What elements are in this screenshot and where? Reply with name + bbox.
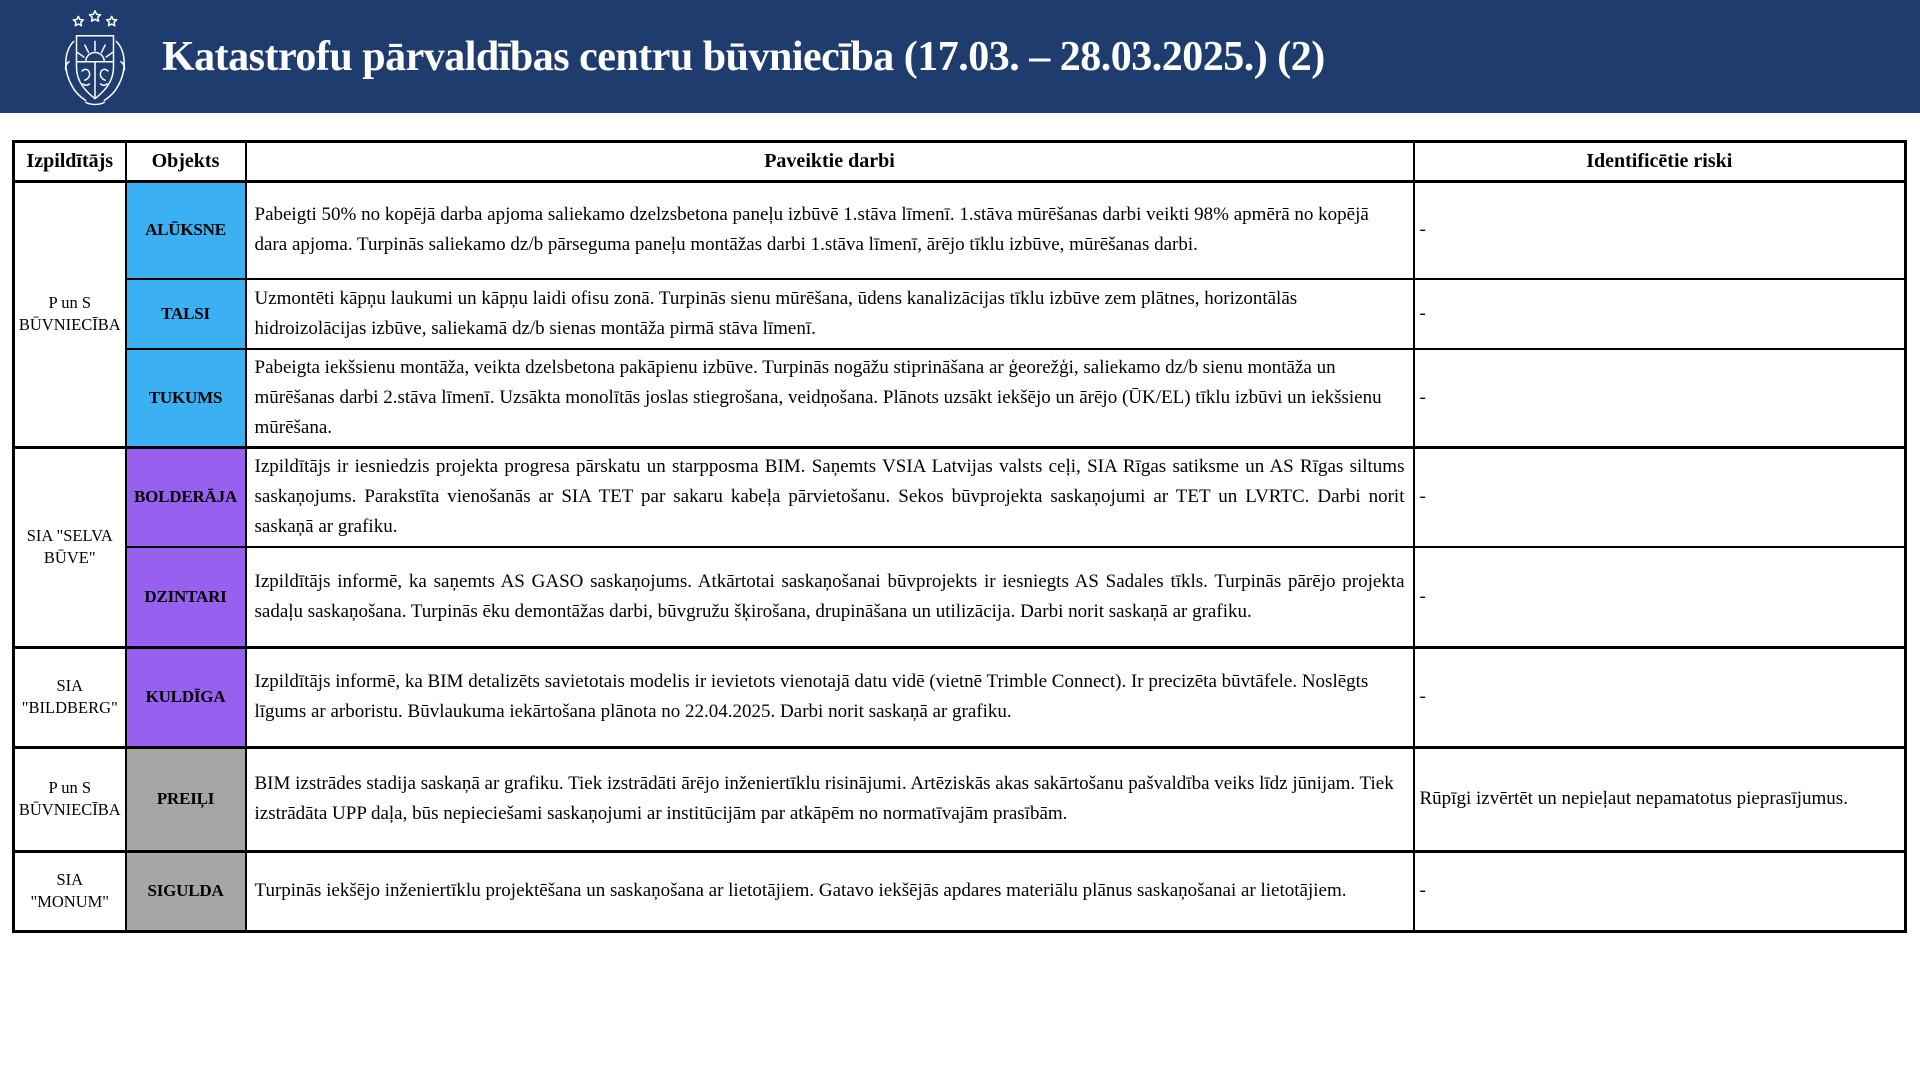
- risks-cell: -: [1414, 349, 1906, 448]
- table-row: [14, 279, 1906, 349]
- works-cell: Izpildītājs informē, ka saņemts AS GASO saskaņojums. Atkārtotai saskaņošanai būvprojekts ir iesniegts AS Sadales tīkls. Turpinās pārējo projekta sadaļu saskaņošana. Turpinās ēku demontāžas darbi, būvgružu šķirošana, drupināšana un utilizācija. Darbi norit saskaņā ar grafiku.: [246, 547, 1414, 647]
- works-cell: Turpinās iekšējo inženiertīklu projektēšana un saskaņošana ar lietotājiem. Gatavo iekšējās apdares materiālu plānus saskaņošanai ar lietotājiem.: [246, 851, 1414, 931]
- executor-cell: P un S BŪVNIECĪBA: [14, 182, 126, 448]
- works-cell: Izpildītājs ir iesniedzis projekta progresa pārskatu un starpposma BIM. Saņemts VSIA Latvijas valsts ceļi, SIA Rīgas satiksme un AS Rīgas siltums saskaņojums. Parakstīta vienošanās ar SIA TET par sakaru kabeļa pārvietošanu. Sekos būvprojekta saskaņojumi ar TET un LVRTC. Darbi norit saskaņā ar grafiku.: [246, 447, 1414, 547]
- object-cell: SIGULDA: [126, 851, 246, 931]
- table-row: [14, 447, 1906, 547]
- header-row: [14, 142, 1906, 182]
- risks-cell: -: [1414, 547, 1906, 647]
- table-row: [14, 747, 1906, 851]
- object-cell: TUKUMS: [126, 349, 246, 448]
- table-row: [14, 349, 1906, 448]
- col-header-objekts: Objekts: [126, 142, 246, 182]
- page-title: Katastrofu pārvaldības centru būvniecība (17.03. – 28.03.2025.) (2): [162, 33, 1325, 80]
- executor-cell: SIA "BILDBERG": [14, 647, 126, 747]
- table-row: [14, 182, 1906, 279]
- risks-cell: -: [1414, 447, 1906, 547]
- col-header-izpilditajs: Izpildītājs: [14, 142, 126, 182]
- latvia-coat-of-arms-icon: [58, 9, 132, 107]
- risks-cell: -: [1414, 851, 1906, 931]
- object-cell: BOLDERĀJA: [126, 447, 246, 547]
- executor-cell: SIA "SELVA BŪVE": [14, 447, 126, 647]
- risks-cell: -: [1414, 647, 1906, 747]
- table-row: [14, 547, 1906, 647]
- object-cell: TALSI: [126, 279, 246, 349]
- executor-cell: SIA "MONUM": [14, 851, 126, 931]
- executor-cell: P un S BŪVNIECĪBA: [14, 747, 126, 851]
- works-cell: Pabeigti 50% no kopējā darba apjoma saliekamo dzelzsbetona paneļu izbūvē 1.stāva līmenī. 1.stāva mūrēšanas darbi veikti 98% apmērā no kopējā dara apjoma. Turpinās saliekamo dz/b pārseguma paneļu montāžas darbi 1.stāva līmenī, ārējo tīklu izbūve, mūrēšanas darbi.: [246, 182, 1414, 279]
- table-row: [14, 851, 1906, 931]
- risks-cell: Rūpīgi izvērtēt un nepieļaut nepamatotus pieprasījumus.: [1414, 747, 1906, 851]
- col-header-identificetie-riski: Identificētie riski: [1414, 142, 1906, 182]
- col-header-paveiktie-darbi: Paveiktie darbi: [246, 142, 1414, 182]
- object-cell: PREIĻI: [126, 747, 246, 851]
- object-cell: DZINTARI: [126, 547, 246, 647]
- object-cell: ALŪKSNE: [126, 182, 246, 279]
- title-bar: [0, 0, 1920, 113]
- table-row: [14, 647, 1906, 747]
- risks-cell: -: [1414, 279, 1906, 349]
- status-table: [12, 140, 1907, 933]
- works-cell: BIM izstrādes stadija saskaņā ar grafiku. Tiek izstrādāti ārējo inženiertīklu risinājumi. Artēziskās akas sakārtošanu pašvaldība veiks līdz jūnijam. Tiek izstrādāta UPP daļa, būs nepieciešami saskaņojumi ar institūcijām par atkāpēm no normatīvajām prasībām.: [246, 747, 1414, 851]
- works-cell: Izpildītājs informē, ka BIM detalizēts savietotais modelis ir ievietots vienotajā datu vidē (vietnē Trimble Connect). Ir precizēta būvtāfele. Noslēgts līgums ar arboristu. Būvlaukuma iekārtošana plānota no 22.04.2025. Darbi norit saskaņā ar grafiku.: [246, 647, 1414, 747]
- risks-cell: -: [1414, 182, 1906, 279]
- works-cell: Uzmontēti kāpņu laukumi un kāpņu laidi ofisu zonā. Turpinās sienu mūrēšana, ūdens kanalizācijas tīklu izbūve zem plātnes, horizontālās hidroizolācijas izbūve, saliekamā dz/b sienas montāža pirmā stāva līmenī.: [246, 279, 1414, 349]
- object-cell: KULDĪGA: [126, 647, 246, 747]
- works-cell: Pabeigta iekšsienu montāža, veikta dzelsbetona pakāpienu izbūve. Turpinās nogāžu stiprināšana ar ģeorežģi, saliekamo dz/b sienu montāža un mūrēšanas darbi 2.stāva līmenī. Uzsākta monolītās joslas stiegrošana, veidņošana. Plānots uzsākt iekšējo un ārējo (ŪK/EL) tīklu izbūvi un iekšsienu mūrēšana.: [246, 349, 1414, 448]
